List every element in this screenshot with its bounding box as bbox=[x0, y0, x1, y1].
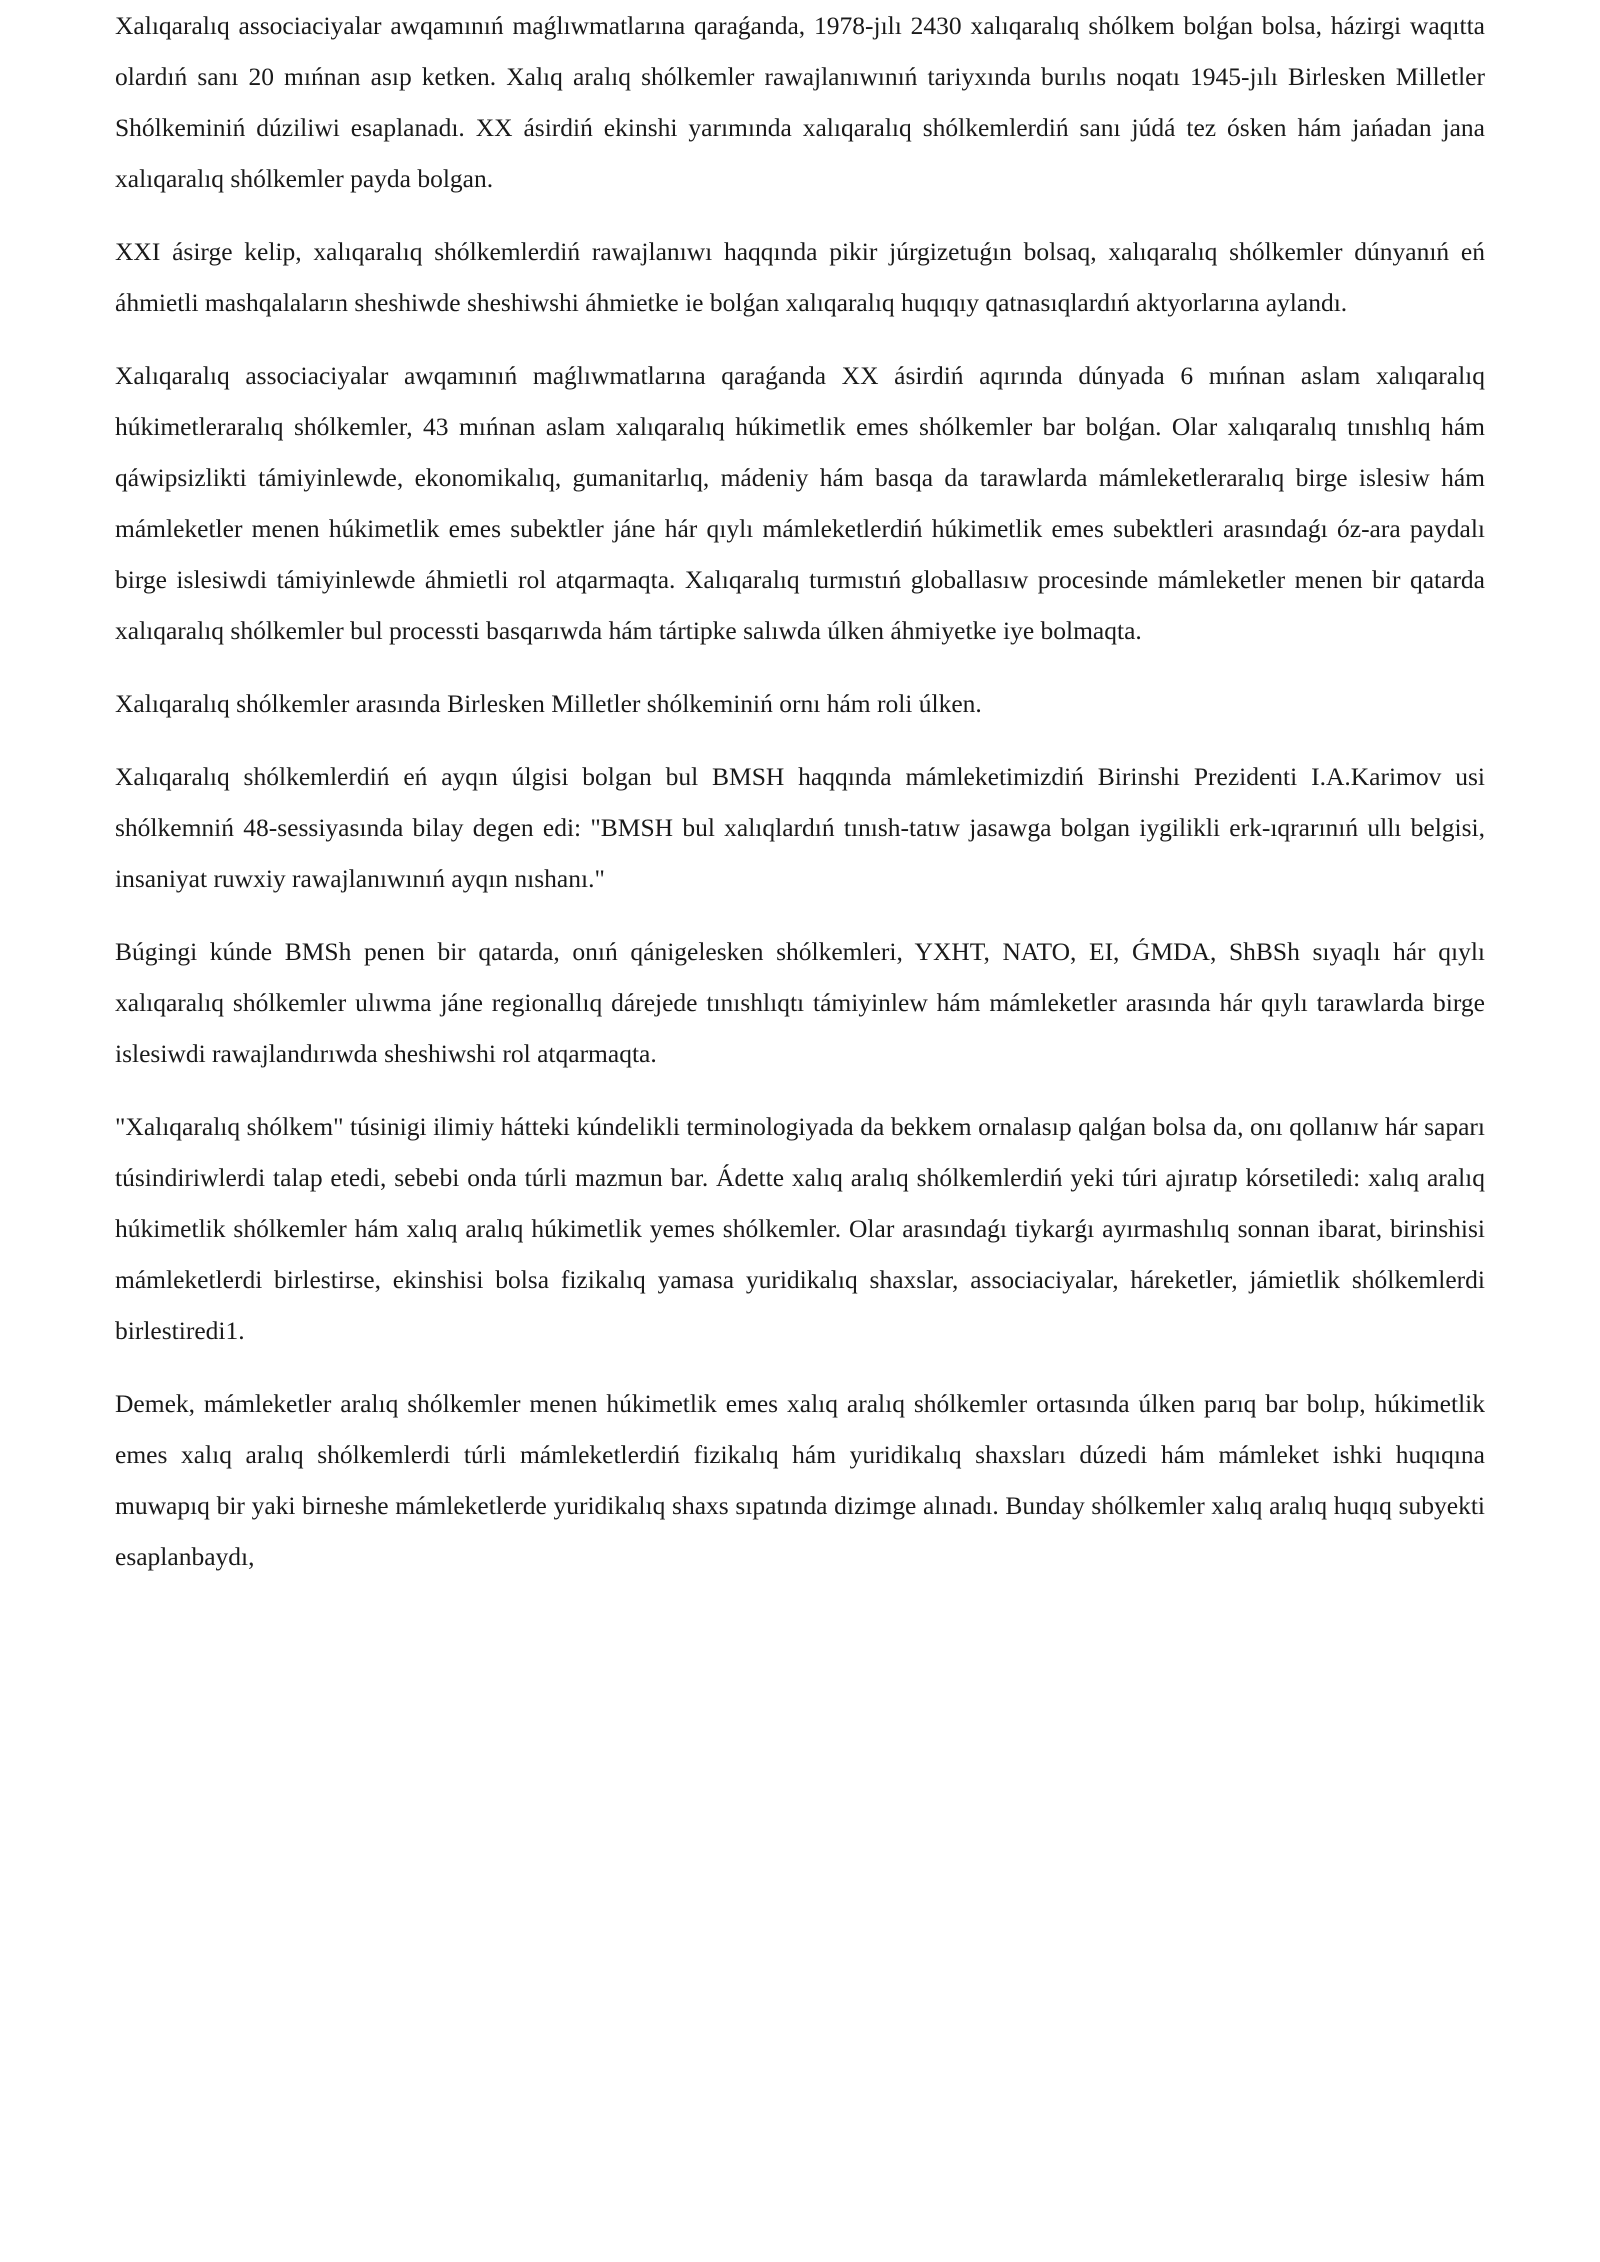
paragraph-7: "Xalıqaralıq shólkem" túsinigi ilimiy hátteki kúndelikli terminologiyada da bekkem ornalasıp qalǵan bolsa da, onı qollanıw hár saparı túsindiriwlerdi talap etedi, sebebi onda túrli mazmun bar. Ádette xalıq aralıq shólkemlerdiń yeki túri ajıratıp kórsetiledi: xalıq aralıq húkimetlik shólkemler hám xalıq aralıq húkimetlik yemes shólkemler. Olar arasındaǵı tiykarǵı ayırmashılıq sonnan ibarat, birinshisi mámleketlerdi birlestirse, ekinshisi bolsa fizikalıq yamasa yuridikalıq shaxslar, associaciyalar, háreketler, jámietlik shólkemlerdi birlestiredi1. bbox=[115, 1112, 1485, 1345]
paragraph-2: XXI ásirge kelip, xalıqaralıq shólkemlerdiń rawajlanıwı haqqında pikir júrgizetuǵın bolsaq, xalıqaralıq shólkemler dúnyanıń eń áhmietli mashqalaların sheshiwde sheshiwshi áhmietke ie bolǵan xalıqaralıq huqıqıy qatnasıqlardıń aktyorlarına aylandı. bbox=[115, 237, 1485, 317]
paragraph-6: Búgingi kúnde BMSh penen bir qatarda, onıń qánigelesken shólkemleri, YXHT, NATO, EI, ǴMDA, ShBSh sıyaqlı hár qıylı xalıqaralıq shólkemler ulıwma jáne regionallıq dárejede tınıshlıqtı támiyinlew hám mámleketler arasında hár qıylı tarawlarda birge islesiwdi rawajlandırıwda sheshiwshi rol atqarmaqta. bbox=[115, 937, 1485, 1068]
paragraph-8: Demek, mámleketler aralıq shólkemler menen húkimetlik emes xalıq aralıq shólkemler ortasında úlken parıq bar bolıp, húkimetlik emes xalıq aralıq shólkemlerdi túrli mámleketlerdiń fizikalıq hám yuridikalıq shaxsları dúzedi hám mámleket ishki huqıqına muwapıq bir yaki birneshe mámleketlerde yuridikalıq shaxs sıpatında dizimge alınadı. Bunday shólkemler xalıq aralıq huqıq subyekti esaplanbaydı, bbox=[115, 1389, 1485, 1571]
paragraph-5: Xalıqaralıq shólkemlerdiń eń ayqın úlgisi bolgan bul BMSH haqqında mámleketimizdiń Birinshi Prezidenti I.A.Karimov usi shólkemniń 48-sessiyasında bilay degen edi: "BMSH bul xalıqlardıń tınısh-tatıw jasawga bolgan iygilikli erk-ıqrarınıń ullı belgisi, insaniyat ruwxiy rawajlanıwınıń ayqın nıshanı." bbox=[115, 762, 1485, 893]
document-body bbox=[115, 0, 1485, 1604]
paragraph-1: Xalıqaralıq associaciyalar awqamınıń maǵlıwmatlarına qaraǵanda, 1978-jılı 2430 xalıqaralıq shólkem bolǵan bolsa, házirgi waqıtta olardıń sanı 20 mıńnan asıp ketken. Xalıq aralıq shólkemler rawajlanıwınıń tariyxında burılıs noqatı 1945-jılı Birlesken Milletler Shólkeminiń dúziliwi esaplanadı. XX ásirdiń ekinshi yarımında xalıqaralıq shólkemlerdiń sanı júdá tez ósken hám jańadan jana xalıqaralıq shólkemler payda bolgan. bbox=[115, 11, 1485, 193]
paragraph-3: Xalıqaralıq associaciyalar awqamınıń maǵlıwmatlarına qaraǵanda XX ásirdiń aqırında dúnyada 6 mıńnan aslam xalıqaralıq húkimetleraralıq shólkemler, 43 mıńnan aslam xalıqaralıq húkimetlik emes shólkemler bar bolǵan. Olar xalıqaralıq tınıshlıq hám qáwipsizlikti támiyinlewde, ekonomikalıq, gumanitarlıq, mádeniy hám basqa da tarawlarda mámleketleraralıq birge islesiw hám mámleketler menen húkimetlik emes subektler jáne hár qıylı mámleketlerdiń húkimetlik emes subektleri arasındaǵı óz-ara paydalı birge islesiwdi támiyinlewde áhmietli rol atqarmaqta. Xalıqaralıq turmıstıń globallasıw procesinde mámleketler menen bir qatarda xalıqaralıq shólkemler bul processti basqarıwda hám tártipke salıwda úlken áhmiyetke iye bolmaqta. bbox=[115, 361, 1485, 645]
paragraph-4: Xalıqaralıq shólkemler arasında Birlesken Milletler shólkeminiń ornı hám roli úlken. bbox=[115, 689, 982, 718]
